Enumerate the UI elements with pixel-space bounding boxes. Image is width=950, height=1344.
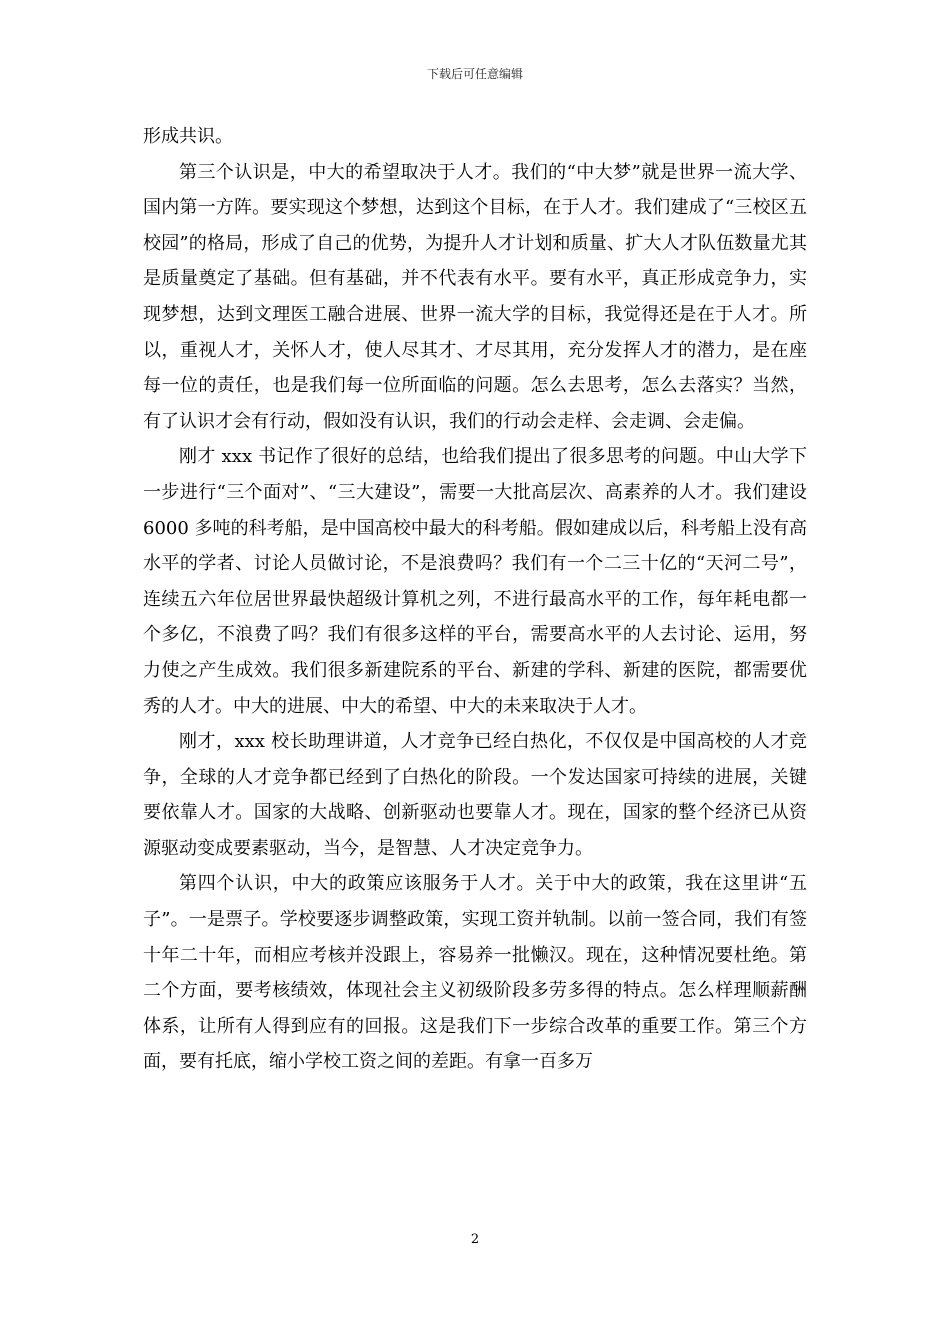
- page-number: 2: [470, 1232, 480, 1247]
- paragraph-talent-competition: 刚才，xxx 校长助理讲道，人才竞争已经白热化，不仅仅是中国高校的人才竞争，全球的人才竞争都已经到了白热化的阶段。一个发达国家可持续的进展，关键要依靠人才。国家的大战略、创新驱动也要靠人才。现在，国家的整个经济已从资源驱动变成要素驱动，当今，是智慧、人才决定竞争力。: [143, 731, 807, 859]
- page-header: 下载后可任意编辑: [426, 67, 523, 81]
- paragraph-secretary-summary: 刚才 xxx 书记作了很好的总结，也给我们提出了很多思考的问题。中山大学下一步进行“三个面对”、“三大建设”，需要一大批高层次、高素养的人才。我们建设 6000 多吨的科考船，是中国高校中最大的科考船。假如建成以后，科考船上没有高水平的学者、讨论人员做讨论，不是浪费吗？我们有一个二三十亿的“天河二号”，连续五六年位居世界最快超级计算机之列，不进行最高水平的工作，每年耗电都一个多亿，不浪费了吗？我们有很多这样的平台，需要高水平的人去讨论、运用，努力使之产生成效。我们很多新建院系的平台、新建的学科、新建的医院，都需要优秀的人才。中大的进展、中大的希望、中大的未来取决于人才。: [143, 446, 807, 717]
- paragraph-continuation: 形成共识。: [143, 126, 233, 147]
- document-body: [143, 119, 807, 1080]
- paragraph-third-recognition: 第三个认识是，中大的希望取决于人才。我们的“中大梦”就是世界一流大学、国内第一方阵。要实现这个梦想，达到这个目标，在于人才。我们建成了“三校区五校园”的格局，形成了自己的优势，为提升人才计划和质量、扩大人才队伍数量尤其是质量奠定了基础。但有基础，并不代表有水平。要有水平，真正形成竞争力，实现梦想，达到文理医工融合进展、世界一流大学的目标，我觉得还是在于人才。所以，重视人才，关怀人才，使人尽其才、才尽其用，充分发挥人才的潜力，是在座每一位的责任，也是我们每一位所面临的问题。怎么去思考，怎么去落实？当然，有了认识才会有行动，假如没有认识，我们的行动会走样、会走调、会走偏。: [143, 161, 807, 432]
- paragraph-fourth-recognition: 第四个认识，中大的政策应该服务于人才。关于中大的政策，我在这里讲“五子”。一是票子。学校要逐步调整政策，实现工资并轨制。以前一签合同，我们有签十年二十年，而相应考核并没跟上，容易养一批懒汉。现在，这种情况要杜绝。第二个方面，要考核绩效，体现社会主义初级阶段多劳多得的特点。怎么样理顺薪酬体系，让所有人得到应有的回报。这是我们下一步综合改革的重要工作。第三个方面，要有托底，缩小学校工资之间的差距。有拿一百多万: [143, 873, 807, 1073]
